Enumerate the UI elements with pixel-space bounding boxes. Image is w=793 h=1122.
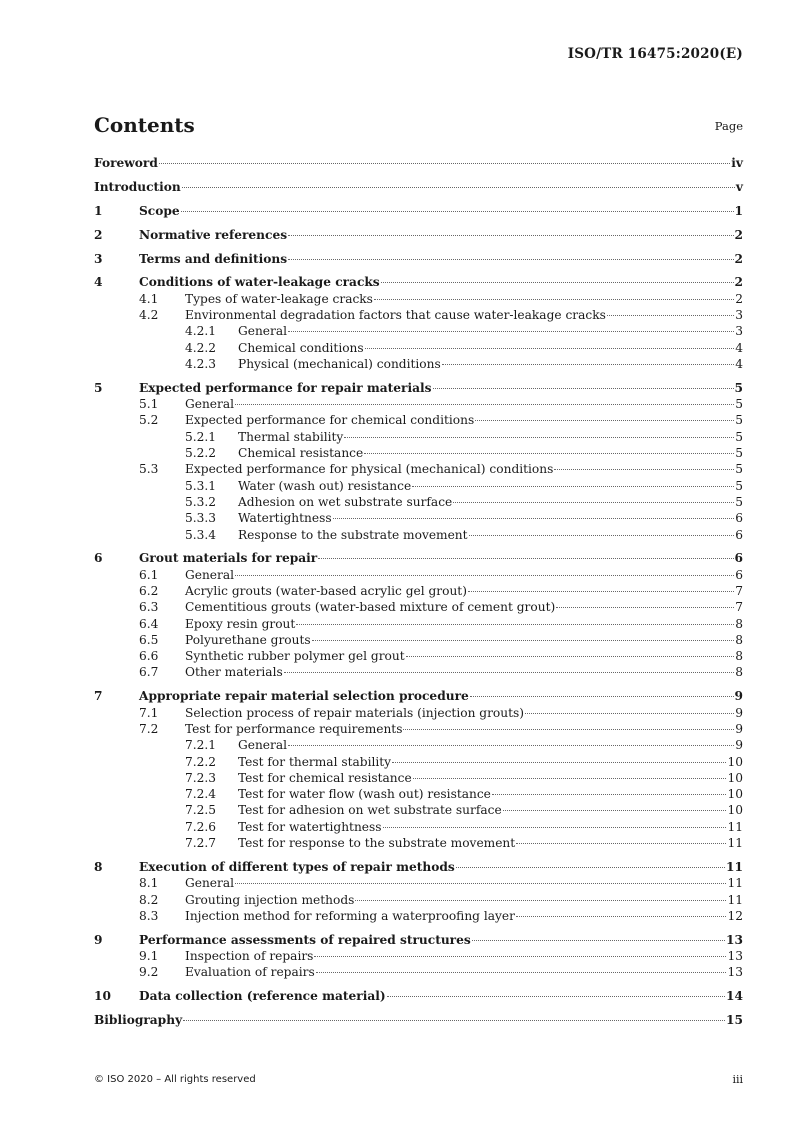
toc-entry[interactable] [94,203,743,219]
dot-leader [235,883,726,884]
dot-leader [183,1020,725,1021]
toc-entry[interactable] [94,988,743,1004]
toc-entry-title: Inspection of repairs [185,949,314,963]
toc-entry-number: 5.3.4 [185,527,217,542]
toc-entry-title: Response to the substrate movement [238,527,468,542]
dot-leader [159,163,730,164]
toc-entry-number: 6.7 [139,665,159,680]
toc-entry-number: 6.6 [139,649,159,664]
toc-entry[interactable] [94,307,743,323]
toc-entry-page: 12 [727,908,743,923]
toc-entry-title: General [238,324,287,339]
toc-entry-number: 4.1 [139,291,159,306]
toc-entry[interactable] [94,632,743,648]
toc-entry[interactable] [94,964,743,980]
toc-entry-title: Cementitious grouts (water-based mixture of cement grout) [185,600,556,615]
document-id: ISO/TR 16475:2020(E) [567,46,743,62]
toc-entry-page: 3 [735,324,743,339]
toc-entry-title: General [238,738,287,753]
dot-leader [516,843,726,844]
toc-entry-title: Expected performance for chemical conditions [185,413,475,428]
toc-entry-title: Watertightness [238,511,332,526]
toc-entry-number: 3 [94,251,103,266]
dot-leader [288,745,734,746]
toc-entry[interactable] [94,356,743,372]
dot-leader [413,778,727,779]
toc-entry-number: 6.4 [139,616,159,631]
toc-entry[interactable] [94,510,743,526]
toc-entry[interactable] [94,616,743,632]
toc-entry-page: 4 [735,340,743,355]
toc-entry-page: 5 [735,494,743,509]
dot-leader [469,535,735,536]
toc-entry-number: 10 [94,989,111,1004]
toc-entry[interactable] [94,908,743,924]
toc-entry-title: Introduction [94,179,181,194]
toc-entry-page: 1 [734,203,743,218]
dot-leader [374,299,734,300]
contents-title: Contents [94,113,195,137]
toc-entry-title: Thermal stability [238,429,344,444]
toc-entry[interactable] [94,461,743,477]
toc-entry-page: 2 [734,251,743,266]
dot-leader [333,518,735,519]
toc-entry-number: 7.2.2 [185,754,217,769]
toc-entry-number: 5.2 [139,413,159,428]
toc-entry-title: Acrylic grouts (water-based acrylic gel grout) [185,583,467,598]
toc-entry-number: 5.2.1 [185,429,217,444]
dot-leader [554,469,734,470]
toc-entry-number: 7.2.5 [185,803,217,818]
toc-entry-page: 5 [735,462,743,477]
toc-entry-number: 4.2.3 [185,356,217,371]
toc-entry[interactable] [94,583,743,599]
toc-entry[interactable] [94,155,743,171]
toc-entry-title: Bibliography [94,1013,183,1028]
toc-entry-page: 2 [735,291,743,306]
dot-leader [456,867,725,868]
toc-entry-page: 3 [735,308,743,323]
dot-leader [316,972,727,973]
toc-entry[interactable] [94,859,743,875]
toc-entry-page: 2 [734,227,743,242]
toc-entry-title: General [185,567,234,582]
dot-leader [284,672,735,673]
toc-entry-number: 7.2 [139,721,159,736]
toc-entry-title: Test for adhesion on wet substrate surface [238,803,502,818]
toc-entry-title: Grouting injection methods [185,892,355,907]
toc-entry-title: Test for response to the substrate movement [238,836,516,851]
toc-entry-title: Terms and definitions [139,251,288,266]
toc-entry[interactable] [94,445,743,461]
toc-entry[interactable] [94,527,743,543]
toc-entry[interactable] [94,754,743,770]
dot-leader [387,996,725,997]
toc-entry-number: 7.2.1 [185,738,217,753]
toc-entry-title: Chemical conditions [238,340,364,355]
toc-entry-number: 1 [94,203,103,218]
dot-leader [235,575,734,576]
toc-entry-page: v [735,179,743,194]
toc-entry[interactable] [94,494,743,510]
table-of-contents [94,155,743,1028]
toc-entry-page: 11 [727,892,743,907]
toc-entry-title: Test for water flow (wash out) resistance [238,787,491,802]
toc-entry-title: General [185,876,234,891]
dot-leader [442,364,735,365]
toc-entry-title: Execution of different types of repair methods [139,859,455,874]
toc-entry[interactable] [94,251,743,267]
toc-entry-title: Chemical resistance [238,446,364,461]
toc-entry[interactable] [94,340,743,356]
toc-entry-title: Expected performance for repair materials [139,380,432,395]
toc-entry-number: 5.3 [139,462,159,477]
toc-entry-title: Scope [139,203,180,218]
toc-entry-number: 8.1 [139,876,159,891]
toc-entry-page: 10 [727,770,743,785]
toc-entry[interactable] [94,948,743,964]
toc-entry-page: 10 [727,787,743,802]
toc-entry-title: Environmental degradation factors that cause water-leakage cracks [185,308,606,323]
toc-entry-number: 7 [94,689,103,704]
toc-entry[interactable] [94,323,743,339]
dot-leader [403,729,734,730]
toc-entry-title: Types of water-leakage cracks [185,291,373,306]
toc-entry-page: 14 [726,989,743,1004]
dot-leader [383,827,727,828]
toc-entry-title: General [185,397,234,412]
dot-leader [470,696,734,697]
toc-entry[interactable] [94,664,743,680]
dot-leader [318,558,733,559]
toc-entry[interactable] [94,550,743,566]
dot-leader [433,388,734,389]
toc-entry-page: 5 [735,397,743,412]
toc-entry-page: 5 [735,429,743,444]
toc-entry-number: 8.2 [139,892,159,907]
toc-entry-page: 8 [735,616,743,631]
toc-entry-number: 4 [94,275,103,290]
toc-entry[interactable] [94,291,743,307]
toc-entry[interactable] [94,396,743,412]
toc-entry-page: 8 [735,665,743,680]
toc-entry-title: Epoxy resin grout [185,616,296,631]
toc-entry[interactable] [94,875,743,891]
toc-entry[interactable] [94,819,743,835]
toc-entry-page: 8 [735,649,743,664]
toc-entry-page: 11 [726,859,743,874]
toc-entry[interactable] [94,1012,743,1028]
toc-entry-title: Test for chemical resistance [238,770,412,785]
toc-entry-page: 6 [735,511,743,526]
dot-leader [355,900,726,901]
toc-entry-number: 5.3.2 [185,494,217,509]
toc-entry-number: 7.2.4 [185,787,217,802]
toc-entry-page: 15 [726,1013,743,1028]
toc-entry-number: 7.2.6 [185,819,217,834]
toc-entry-page: iv [731,156,743,170]
toc-entry-page: 5 [735,446,743,461]
toc-entry-title: Data collection (reference material) [139,989,386,1004]
page-number: iii [732,1073,743,1086]
dot-leader [607,315,734,316]
toc-entry-page: 9 [734,689,743,704]
toc-entry-page: 4 [735,356,743,371]
toc-entry[interactable] [94,721,743,737]
toc-entry-page: 11 [727,819,743,834]
toc-entry-number: 8 [94,859,103,874]
toc-entry[interactable] [94,737,743,753]
toc-entry[interactable] [94,932,743,948]
toc-entry-page: 11 [727,836,743,851]
toc-entry-number: 6.1 [139,567,159,582]
toc-entry-number: 5 [94,380,103,395]
dot-leader [472,940,725,941]
toc-entry-page: 2 [734,275,743,290]
toc-entry-number: 6 [94,551,103,566]
toc-entry-number: 5.3.3 [185,511,217,526]
toc-entry-title: Normative references [139,227,288,242]
toc-entry-title: Injection method for reforming a waterproofing layer [185,908,515,923]
toc-entry[interactable] [94,478,743,494]
toc-entry-number: 4.2.1 [185,324,217,339]
toc-entry-title: Synthetic rubber polymer gel grout [185,649,405,664]
dot-leader [503,810,727,811]
toc-entry-number: 6.2 [139,583,159,598]
dot-leader [475,420,734,421]
toc-entry-page: 10 [727,803,743,818]
dot-leader [556,607,734,608]
dot-leader [468,591,734,592]
toc-entry-page: 10 [727,754,743,769]
toc-entry-title: Performance assessments of repaired structures [139,932,471,947]
toc-entry[interactable] [94,688,743,704]
dot-leader [312,640,735,641]
toc-entry-number: 4.2 [139,308,159,323]
toc-entry-number: 9 [94,932,103,947]
page-column-label: Page [714,119,743,133]
toc-entry[interactable] [94,429,743,445]
toc-entry[interactable] [94,648,743,664]
toc-entry-title: Test for performance requirements [185,721,403,736]
toc-entry-number: 7.2.3 [185,770,217,785]
dot-leader [492,794,727,795]
toc-entry-page: 6 [735,527,743,542]
toc-entry[interactable] [94,599,743,615]
toc-entry-page: 5 [734,380,743,395]
toc-entry-number: 5.1 [139,397,159,412]
toc-entry[interactable] [94,274,743,290]
toc-entry-page: 13 [727,965,743,980]
toc-entry-page: 7 [735,583,743,598]
toc-entry-number: 4.2.2 [185,340,217,355]
toc-entry-page: 6 [734,551,743,566]
toc-entry-page: 8 [735,632,743,647]
toc-entry-title: Polyurethane grouts [185,632,311,647]
toc-entry-page: 9 [735,721,743,736]
toc-entry-number: 5.2.2 [185,446,217,461]
toc-entry-title: Test for watertightness [238,819,382,834]
toc-entry-title: Evaluation of repairs [185,965,315,980]
toc-entry-number: 9.2 [139,965,159,980]
dot-leader [314,956,726,957]
toc-entry[interactable] [94,705,743,721]
toc-entry[interactable] [94,227,743,243]
dot-leader [364,453,734,454]
toc-entry-title: Selection process of repair materials (injection grouts) [185,705,525,720]
toc-entry-title: Water (wash out) resistance [238,478,412,493]
toc-entry-page: 7 [735,600,743,615]
toc-entry-page: 13 [727,949,743,963]
toc-entry[interactable] [94,567,743,583]
toc-entry-page: 5 [735,413,743,428]
toc-entry-title: Other materials [185,665,283,680]
toc-entry[interactable] [94,412,743,428]
toc-entry-number: 5.3.1 [185,478,217,493]
toc-entry-page: 13 [726,932,743,947]
toc-entry[interactable] [94,179,743,195]
dot-leader [344,437,734,438]
toc-entry-number: 7.1 [139,705,159,720]
dot-leader [296,624,734,625]
dot-leader [288,235,733,236]
toc-entry-number: 9.1 [139,949,159,963]
dot-leader [406,656,735,657]
toc-entry-title: Expected performance for physical (mechanical) conditions [185,462,554,477]
toc-entry-number: 8.3 [139,908,159,923]
toc-entry[interactable] [94,802,743,818]
toc-entry-title: Appropriate repair material selection procedure [139,689,469,704]
dot-leader [453,502,734,503]
toc-entry[interactable] [94,835,743,851]
toc-entry-title: Grout materials for repair [139,551,318,566]
toc-entry[interactable] [94,786,743,802]
dot-leader [288,331,734,332]
toc-entry-number: 7.2.7 [185,836,217,851]
toc-entry[interactable] [94,770,743,786]
dot-leader [412,486,734,487]
dot-leader [516,916,727,917]
toc-entry-page: 5 [735,478,743,493]
toc-entry[interactable] [94,380,743,396]
toc-entry-title: Conditions of water-leakage cracks [139,275,380,290]
toc-entry-page: 9 [735,705,743,720]
dot-leader [525,713,734,714]
toc-entry-number: 6.5 [139,632,159,647]
toc-entry-page: 9 [735,738,743,753]
dot-leader [181,211,734,212]
dot-leader [182,187,735,188]
dot-leader [235,404,734,405]
dot-leader [365,348,735,349]
toc-entry-title: Foreword [94,156,158,170]
toc-entry-page: 6 [735,567,743,582]
copyright-footer: © ISO 2020 – All rights reserved [94,1074,256,1085]
toc-entry-number: 2 [94,227,103,242]
dot-leader [288,259,733,260]
dot-leader [381,282,734,283]
toc-entry[interactable] [94,892,743,908]
toc-entry-title: Test for thermal stability [238,754,392,769]
toc-entry-number: 6.3 [139,600,159,615]
toc-entry-title: Physical (mechanical) conditions [238,356,441,371]
toc-entry-title: Adhesion on wet substrate surface [238,494,453,509]
dot-leader [392,762,726,763]
toc-entry-page: 11 [727,876,743,891]
